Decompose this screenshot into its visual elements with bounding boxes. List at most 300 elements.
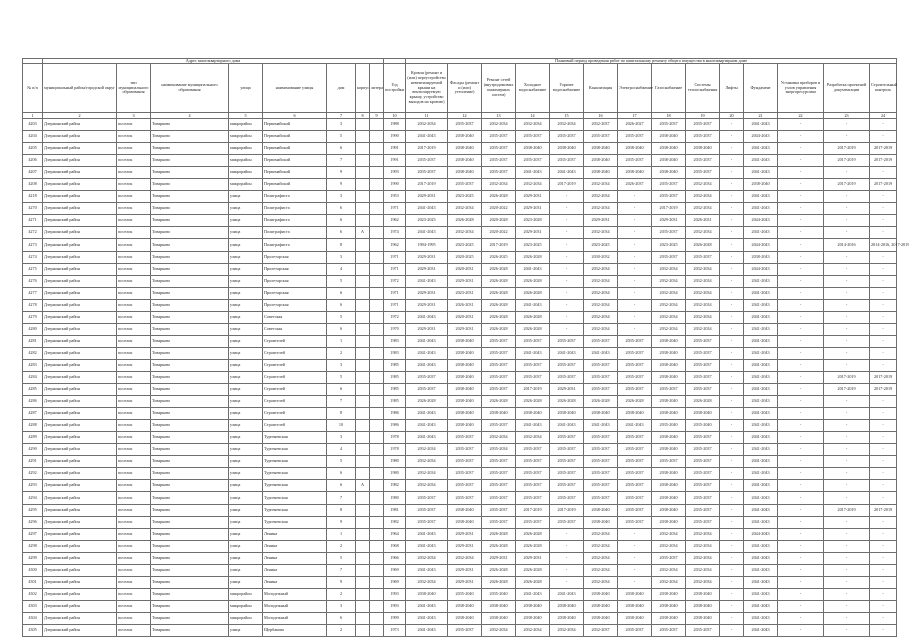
table-cell: Дзержинский район — [43, 323, 117, 335]
table-cell: 2032-2034 — [584, 323, 618, 335]
table-cell: 4294 — [23, 492, 43, 504]
column-number: 5 — [229, 113, 263, 119]
table-cell: 2041-2043 — [744, 143, 778, 155]
table-cell: 2032-2034 — [686, 203, 720, 215]
table-row — [23, 564, 897, 576]
table-cell: - — [618, 191, 652, 203]
table-cell: 2035-2034 — [482, 444, 516, 456]
table-cell: 2041-2043 — [744, 167, 778, 179]
table-cell: 6 — [327, 227, 356, 239]
table-cell: Строителей — [263, 408, 327, 420]
table-cell: - — [778, 119, 824, 131]
table-cell: - — [550, 540, 584, 552]
table-cell: 2041-2043 — [744, 444, 778, 456]
table-cell: 2030-2032 — [584, 251, 618, 263]
table-cell: поселок — [117, 227, 151, 239]
table-cell: 2035-2037 — [448, 492, 482, 504]
table-cell: Дзержинский район — [43, 588, 117, 600]
table-cell: - — [870, 335, 897, 347]
table-cell: - — [778, 588, 824, 600]
table-cell: А — [356, 480, 370, 492]
table-cell: - — [720, 564, 744, 576]
table-cell: 2032-2034 — [584, 263, 618, 275]
table-cell: 2020-2025 — [448, 251, 482, 263]
table-cell — [370, 576, 384, 588]
table-cell — [370, 384, 384, 396]
table-cell: 2035-2037 — [652, 227, 686, 239]
table-cell: 2038-2040 — [652, 480, 686, 492]
table-cell: Строителей — [263, 420, 327, 432]
table-cell: 2035-2037 — [686, 456, 720, 468]
table-cell: 4281 — [23, 335, 43, 347]
column-number: 20 — [720, 113, 744, 119]
table-cell: - — [824, 528, 870, 540]
table-cell: Товарково — [151, 408, 229, 420]
table-cell: 2017-2019 — [406, 179, 448, 191]
table-cell — [370, 564, 384, 576]
table-cell: 2026-2028 — [482, 311, 516, 323]
table-cell: 2029-2031 — [516, 227, 550, 239]
table-cell — [370, 444, 384, 456]
table-cell: 2041-2043 — [744, 396, 778, 408]
table-cell: 2035-2037 — [550, 432, 584, 444]
column-header: Фундамент — [744, 64, 778, 113]
table-cell: 2041-2043 — [744, 540, 778, 552]
column-number: 9 — [370, 113, 384, 119]
table-cell: 2035-2037 — [686, 155, 720, 167]
column-header: Год постройки — [384, 64, 406, 113]
table-cell: 2 — [327, 540, 356, 552]
table-cell: Товарково — [151, 540, 229, 552]
table-cell: Товарково — [151, 420, 229, 432]
table-cell: 2032-2034 — [406, 456, 448, 468]
table-cell: 2035-2037 — [516, 359, 550, 371]
table-cell: Товарково — [151, 299, 229, 311]
table-cell: - — [778, 468, 824, 480]
table-cell: 2032-2034 — [482, 119, 516, 131]
table-cell: 2035-2037 — [652, 251, 686, 263]
table-cell: 2017-2019 — [516, 384, 550, 396]
table-cell: поселок — [117, 540, 151, 552]
table-cell: 4299 — [23, 552, 43, 564]
table-cell: 2035-2037 — [448, 432, 482, 444]
table-cell: - — [720, 263, 744, 275]
table-cell: 1972 — [384, 275, 406, 287]
table-cell: поселок — [117, 179, 151, 191]
table-cell: 3 — [327, 119, 356, 131]
table-cell: 2035-2037 — [482, 155, 516, 167]
table-cell: 2 — [327, 347, 356, 359]
table-cell: 2038-2040 — [482, 408, 516, 420]
table-cell: 4288 — [23, 420, 43, 432]
table-cell: 2032-2034 — [652, 311, 686, 323]
table-cell: 2032-2034 — [652, 275, 686, 287]
table-cell: 1964 — [384, 528, 406, 540]
table-cell: 2035-2037 — [584, 444, 618, 456]
table-cell: 2026-2028 — [406, 396, 448, 408]
table-cell — [356, 576, 370, 588]
table-cell — [370, 624, 384, 636]
column-number: 23 — [824, 113, 870, 119]
table-cell — [356, 335, 370, 347]
table-cell: - — [778, 492, 824, 504]
table-cell: 2032-2034 — [550, 624, 584, 636]
column-header: тип муниципального образования — [117, 64, 151, 113]
table-cell: 2035-2037 — [686, 624, 720, 636]
table-cell: - — [550, 287, 584, 299]
table-cell: 4284 — [23, 371, 43, 383]
table-cell: 2032-2034 — [686, 323, 720, 335]
table-cell: 2032-2034 — [482, 179, 516, 191]
table-cell — [356, 456, 370, 468]
table-cell: - — [720, 612, 744, 624]
table-cell: 2032-2034 — [406, 468, 448, 480]
table-cell: 2035-2037 — [584, 468, 618, 480]
table-cell — [356, 167, 370, 179]
table-cell: 4301 — [23, 576, 43, 588]
column-header: Горячее водоснабжение — [550, 64, 584, 113]
table-cell: 2026-2028 — [686, 396, 720, 408]
table-cell: поселок — [117, 251, 151, 263]
table-cell: 2017-2019 — [824, 384, 870, 396]
table-cell: - — [870, 468, 897, 480]
table-cell: - — [870, 323, 897, 335]
table-cell: 2038-2040 — [686, 408, 720, 420]
column-header: Кровля (ремонт и (или) переустройство невентилируемой крыши на вентилируемую крышу, устройство выходов на кровлю) — [406, 64, 448, 113]
table-cell: - — [720, 311, 744, 323]
table-cell: 4205 — [23, 143, 43, 155]
column-number: 11 — [406, 113, 448, 119]
table-cell: - — [824, 492, 870, 504]
table-cell: улица — [229, 468, 263, 480]
table-cell: 2035-2037 — [482, 420, 516, 432]
table-cell: 2041-2043 — [406, 528, 448, 540]
table-cell: Ленина — [263, 552, 327, 564]
table-cell: поселок — [117, 323, 151, 335]
table-cell: 2038-2040 — [618, 600, 652, 612]
table-cell: 2038-2040 — [448, 131, 482, 143]
column-number: 1 — [23, 113, 43, 119]
table-cell: поселок — [117, 167, 151, 179]
table-cell: улица — [229, 492, 263, 504]
table-cell: 2032-2037 — [584, 119, 618, 131]
table-cell: 2035-2037 — [584, 359, 618, 371]
table-cell: 2035-2037 — [516, 492, 550, 504]
table-cell: 2017-2019 — [824, 143, 870, 155]
table-cell: 2035-2037 — [686, 504, 720, 516]
table-cell — [356, 420, 370, 432]
table-cell: улица — [229, 347, 263, 359]
table-cell: - — [778, 275, 824, 287]
table-cell: 2038-2040 — [448, 408, 482, 420]
table-cell — [370, 480, 384, 492]
table-cell: 2032-2034 — [686, 552, 720, 564]
table-cell: микрорайон — [229, 131, 263, 143]
table-cell: - — [824, 564, 870, 576]
table-cell: 2038-2040 — [618, 588, 652, 600]
table-cell: 2041-2043 — [744, 408, 778, 420]
table-cell: 2035-2040 — [686, 420, 720, 432]
table-cell: - — [720, 492, 744, 504]
table-cell: - — [778, 131, 824, 143]
table-cell: 1966 — [384, 552, 406, 564]
table-cell: - — [618, 552, 652, 564]
table-cell: 2032-2034 — [686, 275, 720, 287]
table-cell: 2026-2028 — [482, 323, 516, 335]
table-cell: - — [618, 311, 652, 323]
table-cell: - — [870, 492, 897, 504]
table-cell: улица — [229, 396, 263, 408]
table-cell: - — [824, 456, 870, 468]
table-cell: улица — [229, 311, 263, 323]
column-number: 24 — [870, 113, 897, 119]
table-cell: - — [778, 311, 824, 323]
table-cell: 1985 — [384, 371, 406, 383]
table-cell: поселок — [117, 239, 151, 251]
table-cell: 2017-2019 — [870, 371, 897, 383]
table-cell: - — [778, 287, 824, 299]
table-cell: 2038-2040 — [652, 155, 686, 167]
table-cell: 2041-2043 — [406, 275, 448, 287]
table-cell: 2032-2034 — [686, 263, 720, 275]
table-cell: Дзержинский район — [43, 576, 117, 588]
table-cell: 2035-2040 — [652, 420, 686, 432]
table-cell: 1 — [327, 335, 356, 347]
table-cell: Пролетарская — [263, 251, 327, 263]
column-number: 7 — [327, 113, 356, 119]
table-cell: - — [824, 299, 870, 311]
table-cell: Полиграфиста — [263, 239, 327, 251]
table-cell: Товарково — [151, 191, 229, 203]
table-cell: - — [720, 600, 744, 612]
table-cell — [356, 600, 370, 612]
table-cell: - — [720, 528, 744, 540]
table-cell: 2017-2019 — [870, 179, 897, 191]
table-cell: 2038-2040 — [652, 335, 686, 347]
table-cell — [356, 275, 370, 287]
table-cell: 4276 — [23, 275, 43, 287]
table-cell: - — [720, 588, 744, 600]
table-cell: Дзержинский район — [43, 167, 117, 179]
table-cell: 2035-2037 — [686, 335, 720, 347]
table-cell: 2035-2037 — [406, 504, 448, 516]
table-cell: 4280 — [23, 323, 43, 335]
table-cell: - — [778, 191, 824, 203]
table-cell — [370, 468, 384, 480]
table-cell: - — [618, 540, 652, 552]
table-cell: 2032-2034 — [482, 624, 516, 636]
table-cell: 2026-2027 — [618, 119, 652, 131]
table-cell: Дзержинский район — [43, 251, 117, 263]
table-cell: 2032-2034 — [584, 227, 618, 239]
table-cell: - — [720, 191, 744, 203]
table-cell: Дзержинский район — [43, 155, 117, 167]
table-cell: 2032-2034 — [652, 299, 686, 311]
table-cell: микрорайон — [229, 600, 263, 612]
table-cell: - — [720, 119, 744, 131]
table-cell: 4278 — [23, 299, 43, 311]
table-cell — [370, 359, 384, 371]
table-cell: Дзержинский район — [43, 528, 117, 540]
table-cell: Ленина — [263, 576, 327, 588]
table-cell: Полиграфиста — [263, 227, 327, 239]
table-cell — [370, 420, 384, 432]
table-cell: 4292 — [23, 468, 43, 480]
table-cell: поселок — [117, 263, 151, 275]
table-cell: - — [824, 347, 870, 359]
table-cell: Пролетарская — [263, 299, 327, 311]
table-cell: - — [550, 299, 584, 311]
table-cell: 1971 — [384, 251, 406, 263]
table-cell — [356, 251, 370, 263]
table-cell: 2035-2037 — [482, 516, 516, 528]
table-cell: 2035-2037 — [482, 492, 516, 504]
table-cell: улица — [229, 191, 263, 203]
table-cell: - — [618, 299, 652, 311]
table-cell: 2029-2031 — [406, 191, 448, 203]
table-cell: - — [870, 215, 897, 227]
table-cell: - — [720, 347, 744, 359]
column-header: наименование улицы — [263, 64, 327, 113]
table-cell — [370, 408, 384, 420]
table-cell: 2044-2043 — [744, 528, 778, 540]
table-cell: 2026-2028 — [482, 528, 516, 540]
table-cell: 4305 — [23, 624, 43, 636]
table-cell: поселок — [117, 528, 151, 540]
table-cell: улица — [229, 384, 263, 396]
table-cell: 2032-2034 — [652, 287, 686, 299]
table-cell: 2035-2037 — [618, 347, 652, 359]
table-cell: 2026-2028 — [618, 396, 652, 408]
table-cell: - — [778, 227, 824, 239]
table-cell: 1993 — [384, 588, 406, 600]
table-cell: Пролетарская — [263, 287, 327, 299]
table-cell: 2041-2043 — [744, 600, 778, 612]
table-cell: 2035-2037 — [686, 432, 720, 444]
table-cell: поселок — [117, 564, 151, 576]
table-cell: 7 — [327, 492, 356, 504]
table-cell: 2038-2040 — [482, 600, 516, 612]
table-cell: 1991 — [384, 155, 406, 167]
table-cell: 4271 — [23, 215, 43, 227]
table-cell: 2041-2043 — [744, 624, 778, 636]
table-cell: 2035-2037 — [516, 468, 550, 480]
table-cell: улица — [229, 564, 263, 576]
table-cell: 2038-2040 — [584, 516, 618, 528]
table-cell — [356, 143, 370, 155]
table-cell: 2035-2037 — [686, 131, 720, 143]
table-cell: А — [356, 227, 370, 239]
table-cell: - — [550, 239, 584, 251]
table-cell — [370, 203, 384, 215]
table-cell: Товарково — [151, 359, 229, 371]
table-cell: 2041-2043 — [744, 516, 778, 528]
table-cell: 2032-2034 — [406, 576, 448, 588]
table-cell: 4298 — [23, 540, 43, 552]
table-cell: Молодежный — [263, 588, 327, 600]
table-cell: 2032-2034 — [516, 432, 550, 444]
table-cell: 4285 — [23, 384, 43, 396]
table-cell: 2038-2040 — [618, 408, 652, 420]
table-cell: Дзержинский район — [43, 227, 117, 239]
table-row — [23, 299, 897, 311]
table-cell: - — [550, 323, 584, 335]
table-cell: 2017-2019 — [824, 179, 870, 191]
table-cell: улица — [229, 576, 263, 588]
table-cell: Щербакова — [263, 624, 327, 636]
table-cell: 2035-2037 — [406, 155, 448, 167]
table-cell — [356, 468, 370, 480]
table-cell: Товарково — [151, 516, 229, 528]
table-cell: 2035-2037 — [584, 480, 618, 492]
table-cell: микрорайон — [229, 588, 263, 600]
table-cell: 2038-2040 — [482, 612, 516, 624]
table-cell: 4270 — [23, 203, 43, 215]
table-cell: - — [618, 251, 652, 263]
table-cell: Дзержинский район — [43, 263, 117, 275]
table-cell: микрорайон — [229, 119, 263, 131]
table-cell: Тургеневская — [263, 492, 327, 504]
table-row — [23, 528, 897, 540]
table-cell: 1986 — [384, 420, 406, 432]
table-cell: Дзержинский район — [43, 299, 117, 311]
table-cell: - — [870, 420, 897, 432]
table-cell: Дзержинский район — [43, 600, 117, 612]
table-cell: 2035-2037 — [406, 384, 448, 396]
table-cell — [370, 552, 384, 564]
table-cell: Строителей — [263, 335, 327, 347]
table-cell: Тургеневская — [263, 504, 327, 516]
column-header: корпус — [356, 64, 370, 113]
table-cell: - — [870, 396, 897, 408]
table-cell: - — [870, 516, 897, 528]
table-cell: - — [778, 371, 824, 383]
table-cell: 2038-2040 — [652, 396, 686, 408]
table-cell: поселок — [117, 504, 151, 516]
table-cell: - — [720, 143, 744, 155]
table-cell: Товарково — [151, 251, 229, 263]
table-cell: 6 — [327, 384, 356, 396]
table-cell: Дзержинский район — [43, 456, 117, 468]
table-cell — [356, 564, 370, 576]
table-cell: 2026-2028 — [516, 576, 550, 588]
table-cell: 2035-2037 — [406, 492, 448, 504]
table-cell: 2032-2034 — [584, 576, 618, 588]
table-cell: 2041-2043 — [618, 420, 652, 432]
table-cell: 2038-2040 — [652, 468, 686, 480]
table-cell: 2041-2043 — [584, 420, 618, 432]
table-cell: - — [618, 576, 652, 588]
table-cell: 2035-2037 — [584, 456, 618, 468]
table-cell: 8 — [327, 239, 356, 251]
table-cell: Товарково — [151, 456, 229, 468]
table-cell: - — [870, 588, 897, 600]
table-cell: 2035-2037 — [686, 384, 720, 396]
table-cell: - — [720, 131, 744, 143]
table-cell: 2044-2043 — [744, 263, 778, 275]
table-cell — [370, 432, 384, 444]
table-cell — [370, 347, 384, 359]
table-cell: - — [824, 131, 870, 143]
table-cell: 2026-2028 — [516, 323, 550, 335]
table-cell: 2026-2028 — [482, 275, 516, 287]
table-cell: 2041-2043 — [516, 347, 550, 359]
table-cell: поселок — [117, 299, 151, 311]
table-cell: 2035-2037 — [618, 371, 652, 383]
table-cell: 2038-2040 — [550, 600, 584, 612]
table-row — [23, 323, 897, 335]
table-cell: 2035-2037 — [516, 444, 550, 456]
